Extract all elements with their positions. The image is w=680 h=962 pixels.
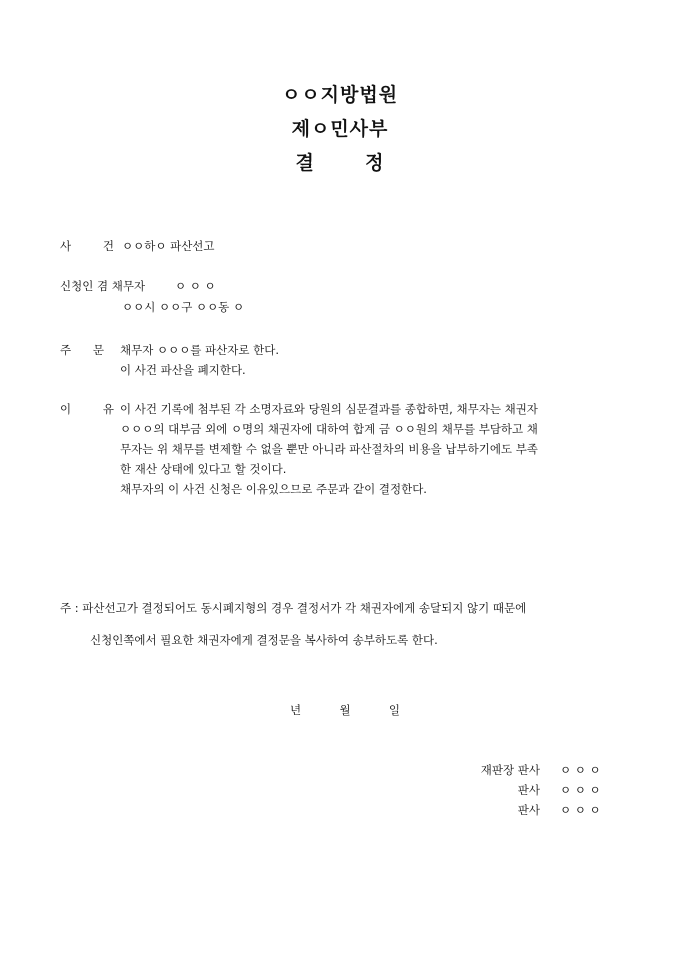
document-type-char-1: 결 xyxy=(295,152,315,174)
date-year: 년 xyxy=(290,703,302,717)
reason-line-2: ㅇㅇㅇ의 대부금 외에 ㅇ명의 채권자에 대하여 합계 금 ㅇㅇ원의 채무를 부담하고 채 xyxy=(120,422,538,436)
division-name: 제ㅇ민사부 xyxy=(291,118,389,140)
date-line xyxy=(290,700,400,720)
case-value: ㅇㅇ하ㅇ 파산선고 xyxy=(122,239,215,253)
document-type-char-2: 정 xyxy=(365,152,385,174)
case-label xyxy=(60,236,114,256)
order-label-char-1: 주 xyxy=(60,343,72,357)
signature-title-3: 판사 xyxy=(517,803,540,817)
order-line-1: 채무자 ㅇㅇㅇ를 파산자로 한다. xyxy=(120,343,280,357)
reason-line-5: 채무자의 이 사건 신청은 이유있으므로 주문과 같이 결정한다. xyxy=(120,482,427,496)
reason-label-char-2: 유 xyxy=(102,402,114,416)
court-name: ㅇㅇ지방법원 xyxy=(281,84,399,106)
order-label-char-2: 문 xyxy=(92,343,104,357)
case-label-char-1: 사 xyxy=(60,239,72,253)
order-label xyxy=(60,340,104,360)
document-type-title xyxy=(0,148,680,175)
reason-label xyxy=(60,399,114,419)
order-line-2: 이 사건 파산을 폐지한다. xyxy=(120,363,246,377)
applicant-label: 신청인 겸 채무자 xyxy=(60,279,146,293)
date-month: 월 xyxy=(339,703,351,717)
signature-title-2: 판사 xyxy=(517,783,540,797)
signature-title-1: 재판장 판사 xyxy=(480,763,540,777)
note-line-1: 주 : 파산선고가 결정되어도 동시폐지형의 경우 결정서가 각 채권자에게 송달되지 않기 때문에 xyxy=(60,601,527,615)
signature-name-3: ㅇ ㅇ ㅇ xyxy=(560,803,601,817)
note-line-2: 신청인쪽에서 필요한 채권자에게 결정문을 복사하여 송부하도록 한다. xyxy=(90,633,438,647)
reason-line-4: 한 재산 상태에 있다고 할 것이다. xyxy=(120,462,287,476)
reason-line-1: 이 사건 기록에 첨부된 각 소명자료와 당원의 심문결과를 종합하면, 채무자는 채권자 xyxy=(120,402,538,416)
applicant-name: ㅇ ㅇ ㅇ xyxy=(175,279,216,293)
signature-name-2: ㅇ ㅇ ㅇ xyxy=(560,783,601,797)
date-day: 일 xyxy=(388,703,400,717)
signature-name-1: ㅇ ㅇ ㅇ xyxy=(560,763,601,777)
reason-line-3: 무자는 위 채무를 변제할 수 없을 뿐만 아니라 파산절차의 비용을 납부하기에도 부족 xyxy=(120,442,538,456)
reason-label-char-1: 이 xyxy=(60,402,72,416)
case-label-char-2: 건 xyxy=(102,239,114,253)
applicant-address: ㅇㅇ시 ㅇㅇ구 ㅇㅇ동 ㅇ xyxy=(122,300,245,314)
